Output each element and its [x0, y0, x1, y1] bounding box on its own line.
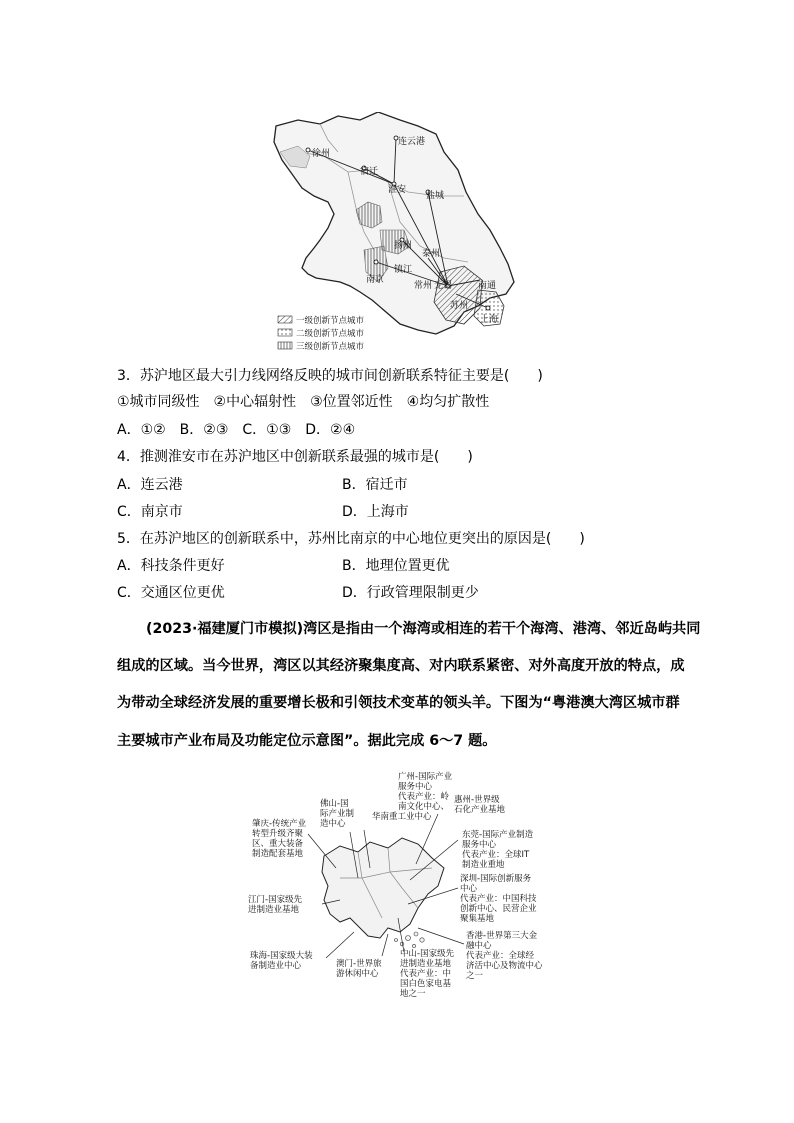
city-label: 苏州 — [450, 301, 469, 311]
city-label: 上海 — [480, 315, 499, 325]
dongguan-label: 制造业重地 — [462, 860, 505, 870]
guangzhou-label: 服务中心 — [398, 782, 433, 792]
macao-label: 澳门-世界旅 — [336, 959, 382, 969]
city-label: 盐城 — [426, 191, 445, 201]
passage-line-2: 组成的区域。当今世界，湾区以其经济聚集度高、对内联系紧密、对外高度开放的特点，成 — [117, 658, 685, 674]
greater-bay-area-map — [232, 768, 562, 1018]
legend-label: 三级创新节点城市 — [296, 342, 365, 352]
city-label: 常州 — [414, 281, 433, 291]
shenzhen-label: 创新中心、民营企业 — [460, 904, 537, 914]
zhaoqing-label: 转型升级齐聚 — [252, 829, 304, 839]
city-label: 宿迁 — [360, 167, 379, 177]
city-label: 泰州 — [422, 249, 441, 259]
q4-option-d: D．上海市 — [342, 504, 409, 520]
huizhou-label: 石化产业基地 — [454, 805, 506, 815]
shenzhen-label: 代表产业：中国科技 — [460, 894, 537, 904]
q4-option-a: A．连云港 — [117, 477, 183, 493]
suhu-region-map — [268, 112, 528, 354]
foshan-label: 佛山-国 — [320, 799, 349, 809]
foshan-label: 际产业制 — [320, 809, 355, 819]
zhongshan-label: 地之一 — [400, 989, 426, 999]
map-legend — [278, 315, 365, 352]
hongkong-label: 济活中心及物流中心 — [466, 961, 543, 971]
city-label: 淮安 — [388, 185, 407, 195]
islands — [395, 932, 425, 948]
city-label: 连云港 — [398, 137, 426, 147]
q3-items: ①城市同级性 ②中心辐射性 ③位置邻近性 ④均匀扩散性 — [117, 394, 490, 410]
guangzhou-label: 南文化中心、 — [398, 802, 450, 812]
q3-stem: 3．苏沪地区最大引力线网络反映的城市间创新联系特征主要是( ) — [117, 368, 543, 384]
q5-option-d: D．行政管理限制更少 — [342, 585, 479, 601]
dongguan-label: 代表产业：全球IT — [462, 850, 530, 860]
zhongshan-label: 进制造业基地 — [400, 959, 452, 969]
shenzhen-label: 深圳-国际创新服务 — [460, 874, 532, 884]
q5-option-b: B．地理位置更优 — [342, 558, 450, 574]
passage-line-4: 主要城市产业布局及功能定位示意图”。据此完成 6～7 题。 — [117, 733, 497, 749]
passage-line-1: (2023·福建厦门市模拟)湾区是指由一个海湾或相连的若干个海湾、港湾、邻近岛屿共同 — [146, 621, 701, 637]
shenzhen-label: 聚集基地 — [460, 914, 495, 924]
jiangmen-label: 进制造业基地 — [248, 905, 300, 915]
city-label: 镇江 — [394, 265, 413, 275]
city-label: 扬州 — [394, 241, 413, 251]
zhuhai-label: 备制造业中心 — [250, 961, 302, 971]
hongkong-label: 代表产业：全球经 — [466, 951, 535, 961]
gba-map-svg — [232, 768, 562, 1018]
zhongshan-label: 代表产业：中 — [400, 969, 452, 979]
q3-options: A．①② B．②③ C．①③ D．②④ — [117, 422, 356, 438]
city-label: 南通 — [478, 281, 497, 291]
legend-label: 一级创新节点城市 — [296, 316, 365, 326]
guangzhou-label: 代表产业：岭 — [398, 792, 450, 802]
hongkong-label: 香港-世界第三大金 — [466, 931, 538, 941]
city-label: 南京 — [366, 275, 385, 285]
guangzhou-label: 广州-国际产业 — [398, 772, 453, 782]
q4-option-c: C．南京市 — [117, 504, 183, 520]
q5-stem: 5．在苏沪地区的创新联系中，苏州比南京的中心地位更突出的原因是( ) — [117, 531, 585, 547]
huizhou-label: 惠州-世界级 — [454, 795, 500, 805]
legend-label: 二级创新节点城市 — [296, 329, 365, 339]
hongkong-label: 之一 — [466, 971, 484, 981]
zhaoqing-label: 区、重大装备 — [252, 839, 304, 849]
foshan-label: 造中心 — [320, 819, 346, 829]
zhaoqing-label: 肇庆-传统产业 — [252, 819, 307, 829]
q4-option-b: B．宿迁市 — [342, 477, 408, 493]
q5-option-a: A．科技条件更好 — [117, 558, 225, 574]
zhuhai-label: 珠海-国家级大装 — [250, 951, 313, 961]
passage-line-3: 为带动全球经济发展的重要增长极和引领技术变革的领头羊。下图为“粤港澳大湾区城市群 — [117, 695, 680, 711]
zhaoqing-label: 制造配套基地 — [252, 849, 304, 859]
city-label: 徐州 — [312, 149, 331, 159]
hongkong-label: 融中心 — [466, 941, 492, 951]
suhu-map-svg — [268, 112, 528, 354]
gba-landmass — [322, 838, 444, 938]
dongguan-label: 服务中心 — [462, 840, 497, 850]
guangzhou-label: 华南重工业中心 — [372, 812, 432, 822]
jiangmen-label: 江门-国家级先 — [248, 895, 303, 905]
city-label: 无锡 — [434, 281, 453, 291]
macao-label: 游休闲中心 — [336, 969, 379, 979]
q4-stem: 4．推测淮安市在苏沪地区中创新联系最强的城市是( ) — [117, 449, 473, 465]
shenzhen-label: 中心 — [460, 884, 478, 894]
zhongshan-label: 国白色家电基 — [400, 979, 452, 989]
dongguan-label: 东莞-国际产业制造 — [462, 830, 534, 840]
zhongshan-label: 中山-国家级先 — [400, 949, 455, 959]
q5-option-c: C．交通区位更优 — [117, 585, 225, 601]
